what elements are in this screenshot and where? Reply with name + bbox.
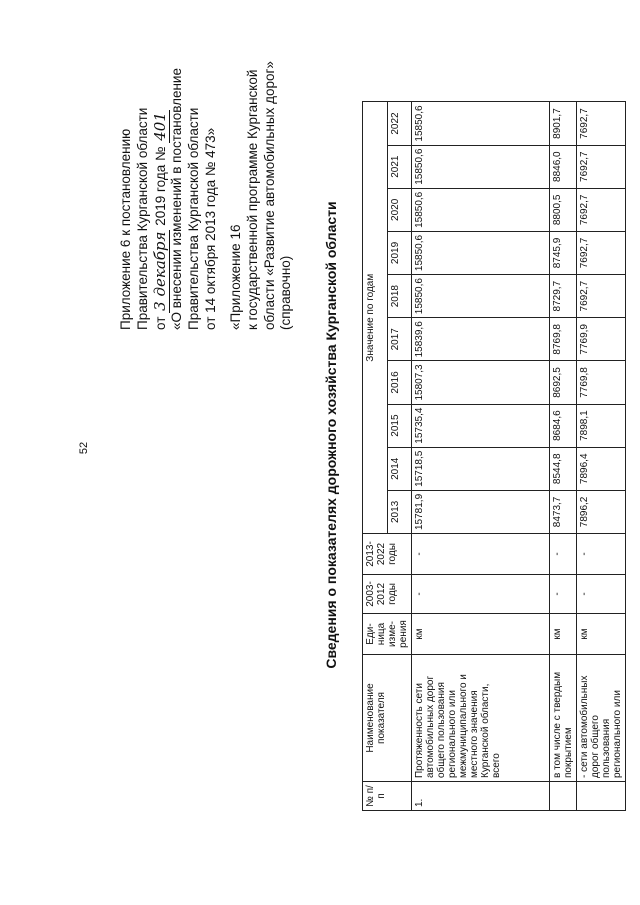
appendix-block <box>228 10 295 330</box>
value-cell: 15807,3 <box>412 361 550 404</box>
row-name: в том числе с твердым покрытием <box>550 655 577 782</box>
value-cell: 15850,6 <box>412 275 550 318</box>
decree-line-2: Правительства Курганской области <box>134 107 150 330</box>
page-number: 52 <box>78 441 91 455</box>
row-period-2: - <box>550 534 577 575</box>
value-cell: 8729,7 <box>550 275 577 318</box>
value-cell: 15850,6 <box>412 102 550 145</box>
year-header: 2019 <box>387 231 412 274</box>
year-header: 2016 <box>387 361 412 404</box>
value-cell: 15718,5 <box>412 447 550 490</box>
header-num: № п/п <box>363 782 412 811</box>
header-unit: Еди-ница изме-рения <box>363 614 412 655</box>
value-cell: 8901,7 <box>550 102 577 145</box>
year-header: 2021 <box>387 145 412 188</box>
appendix-line-4: (справочно) <box>278 255 294 330</box>
header-period-2: 2013-2022 годы <box>363 534 412 575</box>
value-cell: 7692,7 <box>577 275 626 318</box>
table-row <box>550 102 577 811</box>
value-cell: 8745,9 <box>550 231 577 274</box>
value-cell: 8544,8 <box>550 447 577 490</box>
decree-line-6: от 14 октября 2013 года № 473» <box>202 127 218 330</box>
year-header: 2018 <box>387 275 412 318</box>
decree-line-4: «О внесении изменений в постановление <box>169 68 185 330</box>
value-cell: 15839,6 <box>412 318 550 361</box>
value-cell: 8684,6 <box>550 404 577 447</box>
row-unit: км <box>577 614 626 655</box>
value-cell: 8846,0 <box>550 145 577 188</box>
header-values-group: Значение по годам <box>363 102 388 534</box>
table-row <box>412 102 550 811</box>
year-header: 2017 <box>387 318 412 361</box>
row-unit: км <box>412 614 550 655</box>
document-title: Сведения о показателях дорожного хозяйства Курганской области <box>323 201 339 669</box>
handwritten-number: 401 <box>150 112 169 141</box>
value-cell: 8692,5 <box>550 361 577 404</box>
year-header: 2014 <box>387 447 412 490</box>
year-header: 2022 <box>387 102 412 145</box>
row-name: Протяженность сети автомобильных дорог общего пользования регионального или межмуниципального и местного значения Курганской области, всего <box>412 655 550 782</box>
handwritten-date: 3 декабря <box>150 231 169 311</box>
value-cell: 15850,6 <box>412 188 550 231</box>
value-cell: 7692,7 <box>577 188 626 231</box>
row-num: 1. <box>412 782 550 811</box>
decree-line-3: от 3 декабря 2019 года № 401 <box>150 112 169 330</box>
appendix-line-2: к государственной программе Курганской <box>244 69 260 330</box>
header-period-1: 2003-2012 годы <box>363 575 412 614</box>
row-unit: км <box>550 614 577 655</box>
year-header: 2020 <box>387 188 412 231</box>
row-name: - сети автомобильных дорог общего пользования регионального или <box>577 655 626 782</box>
appendix-line-1: «Приложение 16 <box>228 224 243 330</box>
decree-line-5: Правительства Курганской области <box>186 107 202 330</box>
value-cell: 8769,8 <box>550 318 577 361</box>
value-cell: 7692,7 <box>577 231 626 274</box>
value-cell: 8800,5 <box>550 188 577 231</box>
value-cell: 15735,4 <box>412 404 550 447</box>
table-row <box>577 102 626 811</box>
value-cell: 7896,2 <box>577 490 626 533</box>
row-period-1: - <box>412 575 550 614</box>
value-cell: 7898,1 <box>577 404 626 447</box>
row-num <box>577 782 626 811</box>
value-cell: 15850,6 <box>412 231 550 274</box>
value-cell: 7692,7 <box>577 145 626 188</box>
row-period-1: - <box>577 575 626 614</box>
value-cell: 7692,7 <box>577 102 626 145</box>
year-header: 2013 <box>387 490 412 533</box>
value-cell: 15781,9 <box>412 490 550 533</box>
value-cell: 15850,6 <box>412 145 550 188</box>
value-cell: 7769,8 <box>577 361 626 404</box>
row-period-2: - <box>412 534 550 575</box>
table-header-row <box>363 102 388 811</box>
year-header: 2015 <box>387 404 412 447</box>
decree-header <box>118 10 220 330</box>
value-cell: 8473,7 <box>550 490 577 533</box>
indicators-table <box>362 101 626 811</box>
row-period-2: - <box>577 534 626 575</box>
appendix-line-3: области «Развитие автомобильных дорог» <box>261 61 277 330</box>
row-num <box>550 782 577 811</box>
value-cell: 7896,4 <box>577 447 626 490</box>
header-name: Наименование показателя <box>363 655 412 782</box>
row-period-1: - <box>550 575 577 614</box>
decree-line-1: Приложение 6 к постановлению <box>118 128 133 330</box>
value-cell: 7769,9 <box>577 318 626 361</box>
